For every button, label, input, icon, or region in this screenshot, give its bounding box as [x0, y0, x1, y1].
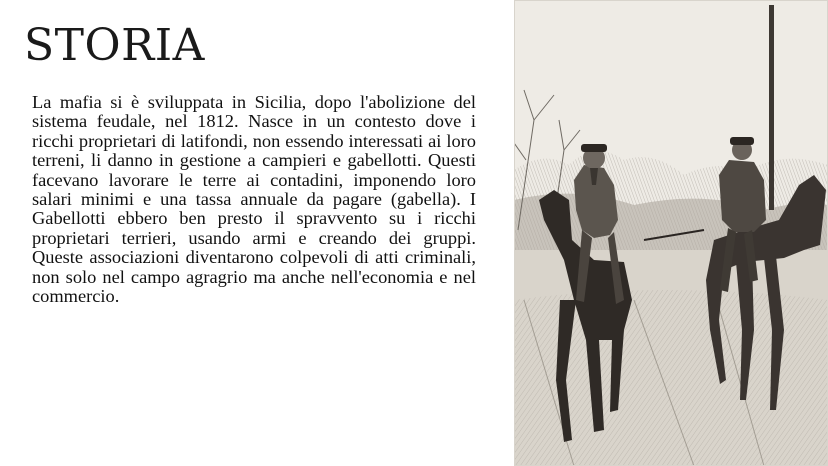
horsemen-illustration — [514, 0, 828, 466]
slide-title: STORIA — [24, 20, 205, 71]
slide-body-text: La mafia si è sviluppata in Sicilia, dopo l'abolizione del sistema feudale, nel 1812. Nasce in un contesto dove i ricchi proprietari di latifondi, non essendo interessati ai loro terreni, li danno in gestione a campieri e gabellotti. Questi facevano lavorare le terre ai contadini, imponendo loro salari minimi e una tassa annuale da pagare (gabella). I Gabellotti ebbero ben presto il spravvento su i ricchi proprietari terrieri, usando armi e creando dei gruppi. Queste associazioni diventarono colpevoli di atti criminali, non solo nel campo agragrio ma anche nell'economia e nel commercio. — [32, 92, 476, 307]
telegraph-pole — [769, 5, 774, 210]
